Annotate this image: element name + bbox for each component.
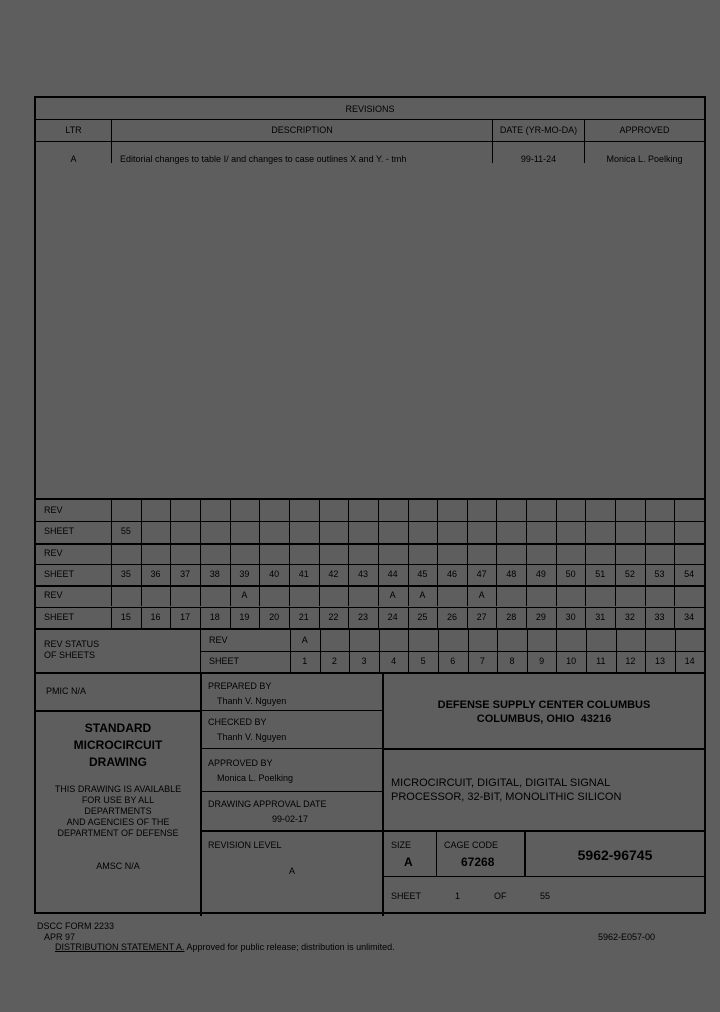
sheet-cell: 38: [209, 568, 220, 579]
sheet-cell: 36: [150, 568, 161, 579]
rev-cell: A: [241, 590, 248, 601]
sheet-label: SHEET: [391, 891, 422, 901]
sheet-total: 55: [540, 891, 551, 901]
sheet-cell: 15: [120, 611, 131, 622]
amsc-label: AMSC N/A: [96, 861, 140, 871]
revision-ltr: A: [70, 154, 77, 164]
status-sheet-cell: 4: [391, 656, 397, 666]
status-sheet-cell: 3: [361, 656, 367, 666]
approval-date: 99-02-17: [272, 814, 309, 824]
sheet-cell: 47: [476, 568, 487, 579]
revision-description: Editorial changes to table I/ and changes to case outlines X and Y. - tmh: [120, 154, 407, 164]
col-approved: APPROVED: [619, 125, 670, 135]
size-value: A: [404, 855, 413, 869]
sheet-cell: 48: [506, 568, 517, 579]
sheet-cell: 34: [684, 611, 695, 622]
sheet-cell: 17: [180, 611, 191, 622]
status-sheet-cell: 13: [654, 656, 665, 666]
rev-row-label: REV: [44, 590, 63, 601]
rev-cell: A: [389, 590, 396, 601]
cage-label: CAGE CODE: [444, 840, 499, 850]
sheet-row-label: SHEET: [44, 568, 75, 579]
approved-name: Monica L. Poelking: [217, 773, 294, 783]
sheet-cell: 27: [476, 611, 487, 622]
of-label: OF: [494, 891, 507, 901]
col-description: DESCRIPTION: [271, 125, 333, 135]
sheet-cell: 25: [417, 611, 428, 622]
sheet-cell: 21: [298, 611, 309, 622]
status-sheet-cell: 10: [566, 656, 577, 666]
sheet-cell: 42: [328, 568, 339, 579]
distribution-label: DISTRIBUTION STATEMENT A.: [55, 942, 185, 952]
status-sheet-cell: 11: [596, 656, 606, 666]
sheet-cell: 35: [120, 568, 131, 579]
sheet-cell: 43: [358, 568, 369, 579]
sheet-cell: 33: [654, 611, 665, 622]
rev-cell: A: [419, 590, 426, 601]
sheet-cell: 16: [150, 611, 161, 622]
sheet-cell: 44: [387, 568, 398, 579]
prepared-name: Thanh V. Nguyen: [217, 696, 287, 706]
sheet-cell: 55: [120, 526, 131, 537]
sheet-cell: 40: [269, 568, 280, 579]
agency-name: DEFENSE SUPPLY CENTER COLUMBUS COLUMBUS, OHIO 43216: [437, 699, 651, 725]
rev-cell: A: [478, 590, 485, 601]
sheet-cell: 39: [239, 568, 250, 579]
sheet-cell: 51: [595, 568, 606, 579]
sheet-row-label: SHEET: [44, 611, 75, 622]
sheet-cell: 31: [595, 611, 606, 622]
distribution-text: Approved for public release; distribution is unlimited.: [184, 942, 395, 952]
status-sheet-cell: 8: [509, 656, 515, 666]
sheet-cell: 24: [387, 611, 398, 622]
status-rev-cell: A: [301, 635, 308, 645]
status-sheet-cell: 1: [302, 656, 308, 666]
sheet-row-label: SHEET: [44, 526, 75, 537]
sheet-cell: 22: [328, 611, 339, 622]
sheet-cell: 52: [624, 568, 635, 579]
rev-row-label: REV: [44, 505, 63, 515]
status-sheet-cell: 14: [684, 656, 695, 666]
sheet-cell: 53: [654, 568, 665, 579]
sheet-cell: 29: [535, 611, 546, 622]
drawing-frame: [34, 96, 706, 914]
drawing-description: MICROCIRCUIT, DIGITAL, DIGITAL SIGNAL PROCESSOR, 32-BIT, MONOLITHIC SILICON: [391, 777, 622, 803]
drawing-number: 5962-96745: [577, 847, 653, 863]
form-number: DSCC FORM 2233: [37, 921, 115, 931]
checked-name: Thanh V. Nguyen: [217, 732, 287, 742]
sheet-cell: 20: [269, 611, 280, 622]
revision-level: A: [288, 866, 295, 876]
rev-row-label: REV: [44, 547, 63, 558]
status-rev-label: REV: [209, 635, 228, 645]
sheet-cell: 45: [417, 568, 428, 579]
sheet-cell: 54: [684, 568, 695, 579]
status-sheet-cell: 7: [479, 656, 485, 666]
cage-code: 67268: [461, 855, 495, 869]
sheet-cell: 46: [446, 568, 457, 579]
revision-level-label: REVISION LEVEL: [208, 840, 282, 850]
sheet-cell: 18: [209, 611, 220, 622]
sheet-cell: 26: [446, 611, 457, 622]
sheet-cell: 37: [180, 568, 191, 579]
approved-label: APPROVED BY: [208, 758, 273, 768]
sheet-cell: 30: [565, 611, 576, 622]
status-sheet-label: SHEET: [209, 656, 240, 666]
status-sheet-cell: 2: [331, 656, 337, 666]
size-label: SIZE: [391, 840, 412, 850]
sheet-cell: 50: [565, 568, 576, 579]
sheet-cell: 19: [239, 611, 250, 622]
status-sheet-cell: 12: [625, 656, 636, 666]
col-ltr: LTR: [65, 125, 82, 135]
document-code: 5962-E057-00: [598, 932, 656, 942]
availability-note: THIS DRAWING IS AVAILABLE FOR USE BY ALL DEPARTMENTS AND AGENCIES OF THE DEPARTMENT OF DEFENSE: [54, 784, 182, 838]
sheet-cell: 49: [535, 568, 546, 579]
form-date: APR 97: [44, 932, 76, 942]
sheet-number: 1: [455, 891, 461, 901]
status-sheet-cell: 9: [539, 656, 545, 666]
approval-date-label: DRAWING APPROVAL DATE: [208, 799, 327, 809]
rev-status-label: REV STATUS OF SHEETS: [44, 639, 100, 660]
revision-approver: Monica L. Poelking: [606, 154, 683, 164]
revision-date: 99-11-24: [520, 154, 557, 164]
prepared-label: PREPARED BY: [208, 681, 272, 691]
pmic-label: PMIC N/A: [46, 686, 87, 696]
col-date: DATE (YR-MO-DA): [499, 125, 578, 135]
checked-label: CHECKED BY: [208, 717, 267, 727]
sheet-cell: 23: [358, 611, 369, 622]
sheet-cell: 32: [624, 611, 635, 622]
sheet-cell: 41: [298, 568, 309, 579]
revisions-title: REVISIONS: [345, 104, 395, 114]
distribution-statement: [55, 942, 395, 952]
standard-title: STANDARD MICROCIRCUIT DRAWING: [73, 721, 163, 769]
status-sheet-cell: 6: [450, 656, 456, 666]
status-sheet-cell: 5: [420, 656, 426, 666]
sheet-cell: 28: [506, 611, 517, 622]
